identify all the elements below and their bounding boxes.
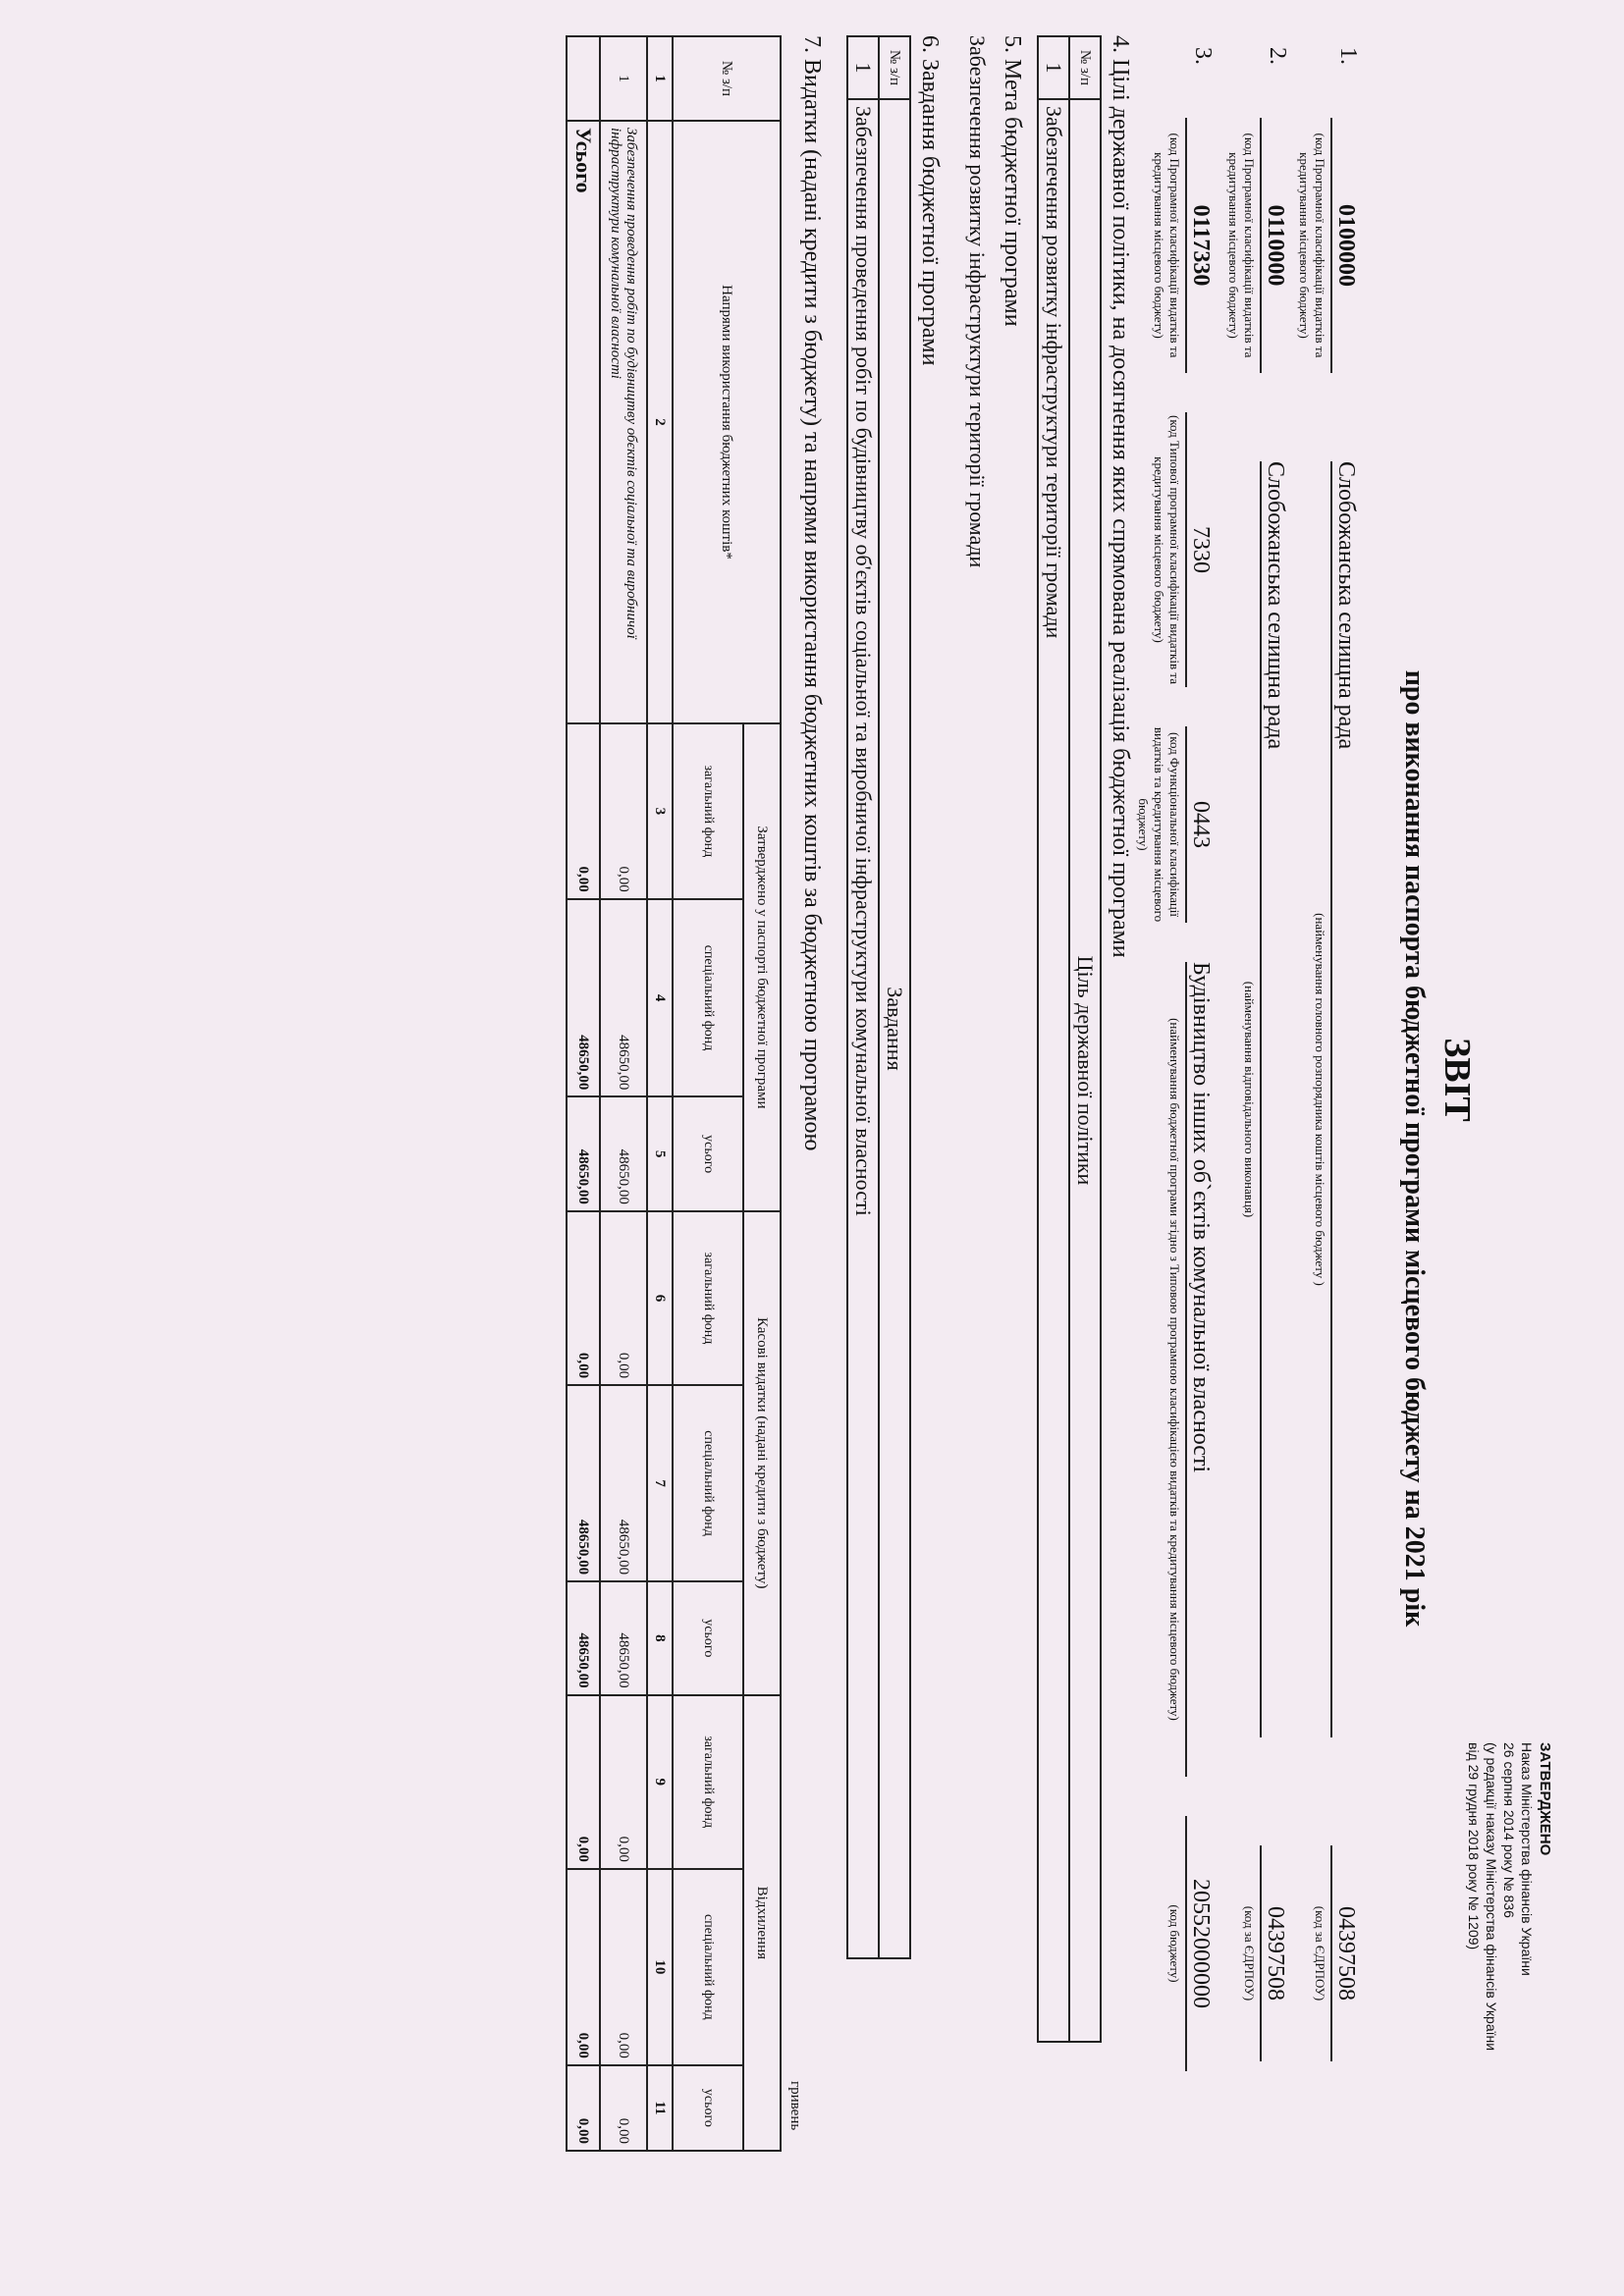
h-general: загальний фонд [673,723,743,899]
row-num: 1 [1038,36,1069,99]
approval-title: ЗАТВЕРДЖЕНО [1537,1742,1553,1856]
h-total: усього [673,1096,743,1210]
program-code-caption: (код Програмної класифікації видатків та кредитування місцевого бюджету) [1226,133,1257,358]
h-special: спеціальний фонд [673,899,743,1097]
total-cash-special: 48650,00 [567,1385,600,1581]
h-cash: Касові видатки (надані кредити з бюджету) [743,1211,781,1695]
policy-goals-table [1037,35,1102,2043]
functional-code-caption: (код Функціональної класифікації видатків та кредитування місцевого бюджету) [1136,726,1182,923]
item-number: 1. [1335,47,1361,65]
h-total: усього [673,1581,743,1694]
program-purpose: Забезпечення розвитку інфраструктури території громади [965,35,990,568]
dev-special: 0,00 [600,1869,647,2065]
table-row [600,36,647,2151]
col-task-header: Завдання [879,99,910,1958]
program-code: 0110000 [1260,118,1288,373]
total-approved-general: 0,00 [567,723,600,899]
main-manager-caption: (найменування головного розпорядника коштів місцевого бюджету ) [1313,913,1327,1286]
executor-name: Слобожанська селищна рада [1260,461,1288,1737]
col-number: 9 [647,1695,673,1869]
row-num: 1 [847,36,879,99]
report-title: ЗВІТ [1436,1038,1478,1122]
h-deviation: Відхилення [743,1695,781,2151]
total-dev-general: 0,00 [567,1695,600,1869]
col-number: 4 [647,899,673,1097]
tasks-table [846,35,911,1959]
total-dev-special: 0,00 [567,1869,600,2065]
approval-line: 26 серпня 2014 року № 836 [1501,1742,1517,1918]
edrpou-code: 04397508 [1260,1845,1288,2061]
typical-code: 7330 [1185,412,1214,687]
table-row [1038,36,1069,2042]
currency-unit: гривень [787,2081,803,2131]
table-header-row [743,36,781,2151]
program-code-caption: (код Програмної класифікації видатків та кредитування місцевого бюджету) [1297,133,1327,358]
h-total: усього [673,2065,743,2151]
col-number: 6 [647,1211,673,1385]
total-dev-total: 0,00 [567,2065,600,2151]
col-number: 8 [647,1581,673,1694]
section-7-title: 7. Видатки (надані кредити з бюджету) та напрями використання бюджетних коштів за бюджетною програмою [799,35,825,1151]
h-num: № з/п [673,36,781,121]
section-4-title: 4. Цілі державної політики, на досягнення яких спрямована реалізація бюджетної програми [1108,35,1133,958]
col-number: 5 [647,1096,673,1210]
task-text: Забезпечення проведення робіт по будівництву об'єктів соціальної та виробничої інфраструктури комунальної власності [847,99,879,1958]
col-number: 2 [647,121,673,723]
direction-text: Забезпечення проведення робіт по будівництву обєктів соціальної та виробничої інфраструктури комунальної власності [600,121,647,723]
total-cash-general: 0,00 [567,1211,600,1385]
dev-total: 0,00 [600,2065,647,2151]
budget-code: 20552000000 [1185,1816,1214,2071]
h-direction: Напрями використання бюджетних коштів* [673,121,781,723]
approved-general: 0,00 [600,723,647,899]
h-general: загальний фонд [673,1695,743,1869]
total-label: Усього [567,121,600,723]
item-number: 2. [1265,47,1290,65]
approval-line: від 29 грудня 2018 року № 1209) [1466,1742,1482,1950]
approved-total: 48650,00 [600,1096,647,1210]
executor-caption: (найменування відповідального виконавця) [1242,981,1257,1218]
program-code-caption: (код Програмної класифікації видатків та кредитування місцевого бюджету) [1152,133,1182,358]
functional-code: 0443 [1185,726,1214,923]
program-name: Будівництво інших об`єктів комунальної власності [1185,962,1214,1777]
col-num-header: № з/п [879,36,910,99]
approved-special: 48650,00 [600,899,647,1097]
edrpou-code: 04397508 [1330,1845,1359,2061]
report-subtitle: про виконання паспорта бюджетної програми місцевого бюджету на 2021 рік [1399,669,1430,1628]
program-code: 0100000 [1330,118,1359,373]
approval-line: Наказ Міністерства фінансів України [1519,1742,1535,1976]
col-num-header: № з/п [1069,36,1101,99]
expenses-table [566,35,782,2152]
h-general: загальний фонд [673,1211,743,1385]
table-header [879,36,910,1958]
total-row [567,36,600,2151]
cash-total: 48650,00 [600,1581,647,1694]
h-special: спеціальний фонд [673,1385,743,1581]
edrpou-caption: (код за ЄДРПОУ) [1313,1905,1327,2002]
dev-general: 0,00 [600,1695,647,1869]
main-manager-name: Слобожанська селищна рада [1330,461,1359,1737]
total-approved-total: 48650,00 [567,1096,600,1210]
budget-code-caption: (код бюджету) [1167,1904,1182,1983]
h-special: спеціальний фонд [673,1869,743,2065]
col-goal-header: Ціль державної політики [1069,99,1101,2042]
table-row [847,36,879,1958]
h-approved: Затверджено у паспорті бюджетної програми [743,723,781,1211]
col-number: 7 [647,1385,673,1581]
total-cash-total: 48650,00 [567,1581,600,1694]
table-header [1069,36,1101,2042]
item-number: 3. [1190,47,1216,65]
goal-text: Забезпечення розвитку інфраструктури території громади [1038,99,1069,2042]
col-number: 11 [647,2065,673,2151]
program-code: 0117330 [1185,118,1214,373]
section-5-title: 5. Мета бюджетної програми [1000,35,1025,327]
row-num: 1 [600,36,647,121]
cash-special: 48650,00 [600,1385,647,1581]
typical-code-caption: (код Типової програмної класифікації видатків та кредитування місцевого бюджету) [1152,415,1182,684]
column-number-row [647,36,673,2151]
col-number: 1 [647,36,673,121]
col-number: 10 [647,1869,673,2065]
cash-general: 0,00 [600,1211,647,1385]
program-name-caption: (найменування бюджетної програми згідно з Типовою програмною класифікацією видатків та кредитування місцевого бюджету) [1167,1018,1182,1721]
approval-block [1465,1742,1553,2155]
approval-line: (у редакції наказу Міністерства фінансів України [1484,1742,1499,2052]
col-number: 3 [647,723,673,899]
section-6-title: 6. Завдання бюджетної програми [917,35,943,366]
edrpou-caption: (код за ЄДРПОУ) [1242,1905,1257,2002]
total-approved-special: 48650,00 [567,899,600,1097]
